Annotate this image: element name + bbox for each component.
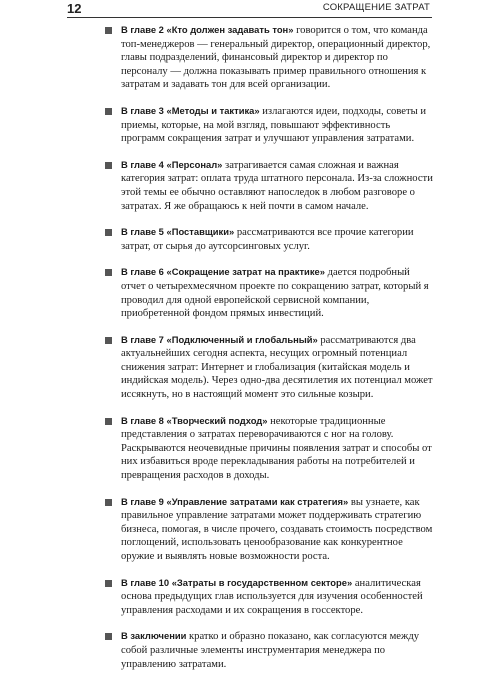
bullet-icon (105, 269, 112, 276)
bullet-icon (105, 337, 112, 344)
page-number: 12 (67, 1, 82, 16)
list-item (103, 576, 433, 618)
item-text: вы узнаете, как правильное управление затратами может поддерживать стратегию бизнеса, помогая, в числе прочего, создавать стоимость посредством поглощений, использовать ценообразование как конкурентное оружие и выявлять новые возможности роста. (121, 496, 433, 562)
item-lead: В главе 9 «Управление затратами как стратегия» (121, 495, 349, 507)
list-item (103, 225, 433, 253)
bullet-icon (105, 633, 112, 640)
list-item (103, 265, 433, 320)
list-item (103, 333, 433, 402)
item-lead: В главе 5 «Поставщики» (121, 226, 235, 238)
list-item (103, 629, 433, 671)
item-lead: В главе 4 «Персонал» (121, 158, 223, 170)
item-lead: В заключении (121, 630, 187, 642)
bullet-icon (105, 162, 112, 169)
running-title: СОКРАЩЕНИЕ ЗАТРАТ (322, 2, 430, 13)
list-item (103, 23, 433, 92)
item-lead: В главе 7 «Подключенный и глобальный» (121, 333, 318, 345)
item-text: говорится о том, что команда топ-менеджеров — генеральный директор, операционный директор, главы подразделений, финансовый директор и директор по персоналу — должна показывать пример правильного отношения к затратам и задавать тон для всей организации. (121, 25, 431, 91)
chapter-list (103, 23, 433, 683)
item-lead: В главе 2 «Кто должен задавать тон» (121, 24, 294, 35)
item-text: кратко и образно показано, как согласуются между собой различные элементы инструментария менеджера по управлению затратами. (121, 631, 420, 670)
page-header (0, 0, 500, 20)
bullet-icon (105, 418, 112, 425)
bullet-icon (105, 580, 112, 587)
item-text: некоторые традиционные представления о затратах переворачиваются с ног на голову. Раскрываются неочевидные причины появления затрат и способы от них избавиться вроде перекладывания работы на потребителей и превращения расходов в доходы. (121, 415, 432, 482)
item-lead: В главе 8 «Творческий подход» (121, 414, 268, 426)
item-text: аналитическая основа предыдущих глав используется для изучения особенностей управления расходами и их сокращения в госсекторе. (121, 577, 423, 616)
item-lead: В главе 10 «Затраты в государственном секторе» (121, 576, 353, 588)
bullet-icon (105, 108, 112, 115)
header-rule (67, 17, 432, 18)
bullet-icon (105, 27, 112, 34)
item-text: рассматриваются все прочие категории затрат, от сырья до аутсорсинговых услуг. (121, 227, 414, 252)
item-text: затрагивается самая сложная и важная категория затрат: оплата труда штатного персонала. Из-за сложности этой темы ее обычно оставляют напоследок в любом разговоре о затратах. Я же обращаюсь к ней почти в самом начале. (121, 159, 433, 212)
bullet-icon (105, 229, 112, 236)
list-item (103, 104, 433, 146)
list-item (103, 158, 433, 213)
item-lead: В главе 6 «Сокращение затрат на практике» (121, 266, 325, 278)
item-text: излагаются идеи, подходы, советы и приемы, которые, на мой взгляд, повышают эффективность программ сокращения затрат и улучшают управления затратами. (121, 105, 427, 145)
item-text: дается подробный отчет о четырехмесячном проекте по сокращению затрат, который я проводил для одной европейской сервисной компании, приобретенной фондом прямых инвестиций. (121, 267, 429, 320)
list-item (103, 414, 433, 483)
list-item (103, 495, 433, 564)
item-text: рассматриваются два актуальнейших сегодня аспекта, несущих огромный потенциал снижения затрат: Интернет и глобализация (китайская модель и индийская модель). Через одно-два десятилетия их потенциал может иссякнуть, но в настоящий момент это сильные козыри. (121, 334, 433, 401)
item-lead: В главе 3 «Методы и тактика» (121, 104, 260, 116)
